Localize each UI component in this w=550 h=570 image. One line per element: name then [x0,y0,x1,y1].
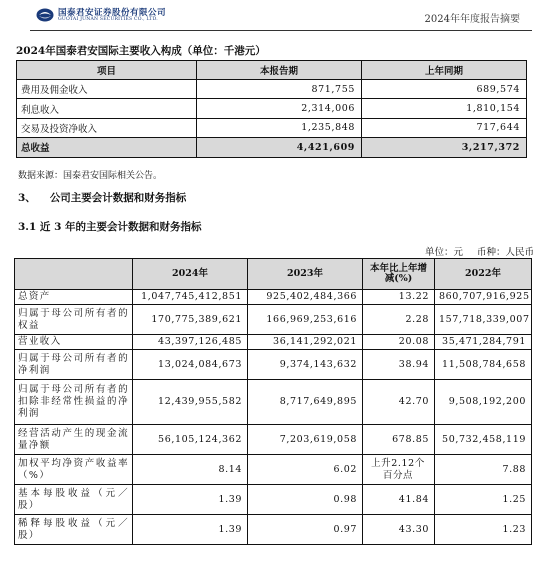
value-2022: 35,471,284,791 [435,335,532,350]
value-2023: 36,141,292,021 [248,335,363,350]
row-label: 交易及投资净收入 [17,118,197,137]
table-row [15,485,532,515]
current-value: 2,314,006 [197,99,362,118]
logo-name-cn: 国泰君安证券股份有限公司 [58,8,167,18]
table-row [17,118,527,137]
section-title: 公司主要会计数据和财务指标 [49,192,187,204]
change-value: 20.08 [363,335,435,350]
table-row [17,80,527,99]
value-2024: 56,105,124,362 [133,425,248,455]
value-2024: 1,047,745,412,851 [133,290,248,305]
income-table [16,60,527,158]
change-value: 38.94 [363,350,435,380]
change-value: 2.28 [363,305,435,335]
value-2023: 925,402,484,366 [248,290,363,305]
table-row [15,290,532,305]
column-header: 本报告期 [197,61,362,80]
change-value: 41.84 [363,485,435,515]
current-value: 871,755 [197,80,362,99]
column-header: 上年同期 [362,61,527,80]
value-2023: 0.97 [248,515,363,545]
value-2024: 12,439,955,582 [133,380,248,425]
table-row [15,425,532,455]
table-row [15,455,532,485]
table-header-row [15,259,532,290]
company-logo-icon [36,8,54,22]
value-2024: 170,775,389,621 [133,305,248,335]
value-2023: 8,717,649,895 [248,380,363,425]
page-header [0,0,550,30]
row-label: 经营活动产生的现金流量净额 [15,425,133,455]
row-label: 稀释每股收益（元／股） [15,515,133,545]
value-2023: 166,969,253,616 [248,305,363,335]
value-2024: 13,024,084,673 [133,350,248,380]
logo-name-en: GUOTAI JUNAN SECURITIES CO., LTD. [58,17,158,22]
value-2024: 43,397,126,485 [133,335,248,350]
column-header: 本年比上年增减(%) [363,259,435,290]
value-2023: 7,203,619,058 [248,425,363,455]
income-table-title: 2024年国泰君安国际主要收入构成（单位：千港元） [16,45,266,57]
column-header: 项目 [17,61,197,80]
value-2022: 1.25 [435,485,532,515]
change-value: 13.22 [363,290,435,305]
row-label: 加权平均净资产收益率（%） [15,455,133,485]
change-value: 43.30 [363,515,435,545]
table-header-row [17,61,527,80]
value-2022: 157,718,339,007 [435,305,532,335]
current-value: 1,235,848 [197,118,362,137]
value-2022: 50,732,458,119 [435,425,532,455]
column-header: 2022年 [435,259,532,290]
total-row [17,138,527,157]
value-2023: 0.98 [248,485,363,515]
row-label: 利息收入 [17,99,197,118]
column-header [15,259,133,290]
row-label: 归属于母公司所有者的净利润 [15,350,133,380]
value-2024: 1.39 [133,485,248,515]
value-2022: 11,508,784,658 [435,350,532,380]
current-value: 4,421,609 [197,138,362,157]
prior-value: 689,574 [362,80,527,99]
unit-label: 单位：元 [424,247,463,258]
prior-value: 1,810,154 [362,99,527,118]
row-label: 归属于母公司所有者的权益 [15,305,133,335]
column-header: 2023年 [248,259,363,290]
change-value: 42.70 [363,380,435,425]
value-2023: 6.02 [248,455,363,485]
section-heading [18,190,186,205]
currency-label: 币种：人民币 [476,247,534,258]
row-label: 总收益 [17,138,197,157]
row-label: 营业收入 [15,335,133,350]
value-2024: 8.14 [133,455,248,485]
change-value: 678.85 [363,425,435,455]
table-row [15,350,532,380]
table-row [15,305,532,335]
column-header: 2024年 [133,259,248,290]
table-row [17,99,527,118]
row-label: 总资产 [15,290,133,305]
subsection-heading: 3.1 近 3 年的主要会计数据和财务指标 [18,221,202,233]
financial-data-table [14,258,532,545]
report-title: 2024年年度报告摘要 [424,14,520,25]
unit-line [425,244,534,258]
prior-value: 717,644 [362,118,527,137]
table-row [15,515,532,545]
data-source-note: 数据来源：国泰君安国际相关公告。 [18,171,163,181]
value-2022: 860,707,916,925 [435,290,532,305]
value-2024: 1.39 [133,515,248,545]
table-row [15,335,532,350]
row-label: 基本每股收益（元／股） [15,485,133,515]
value-2022: 9,508,192,200 [435,380,532,425]
change-value: 上升2.12个百分点 [363,455,435,485]
value-2022: 7.88 [435,455,532,485]
prior-value: 3,217,372 [362,138,527,157]
value-2023: 9,374,143,632 [248,350,363,380]
table-row [15,380,532,425]
row-label: 归属于母公司所有者的扣除非经常性损益的净利润 [15,380,133,425]
header-divider [30,30,532,31]
value-2022: 1.23 [435,515,532,545]
row-label: 费用及佣金收入 [17,80,197,99]
section-number: 3、 [18,192,36,204]
